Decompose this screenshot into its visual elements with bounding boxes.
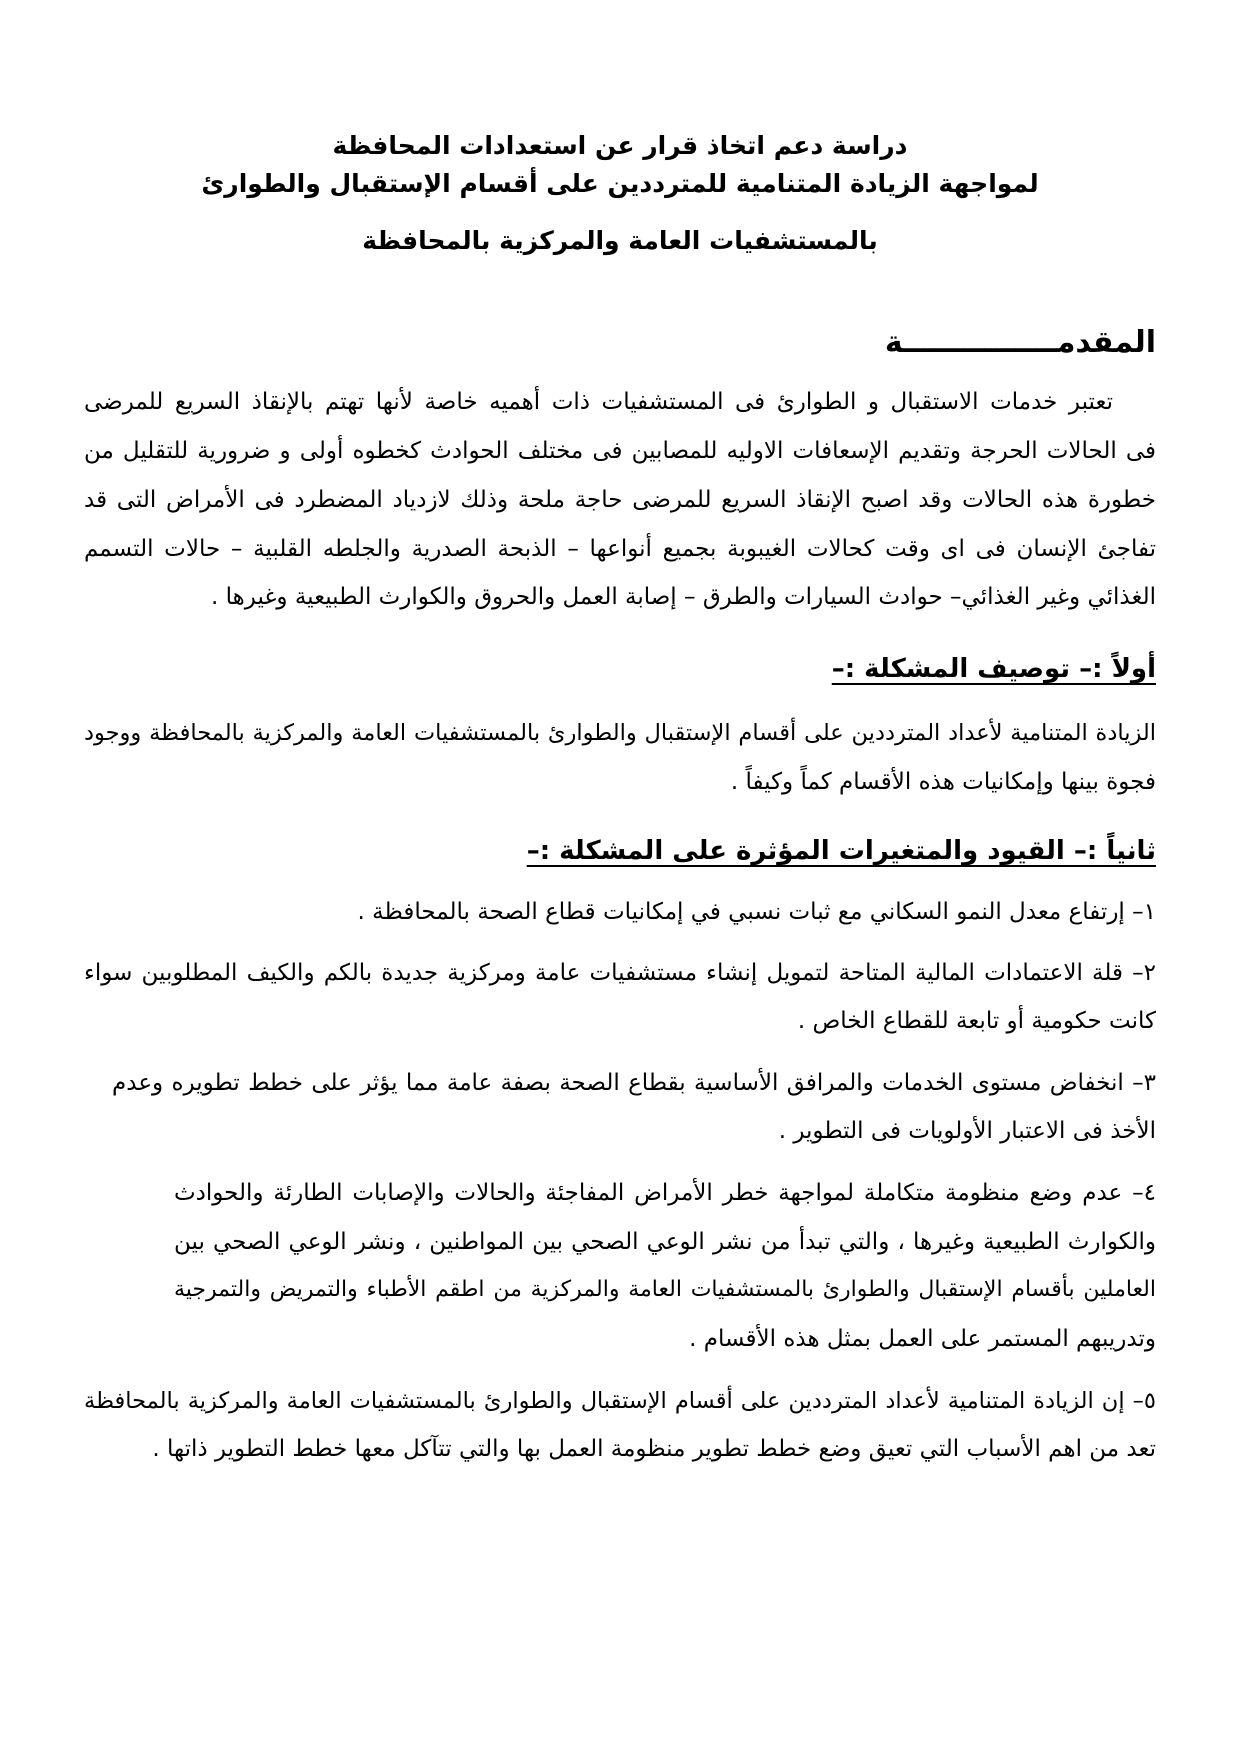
section-2-item-3: ٣– انخفاض مستوى الخدمات والمرافق الأساسية بقطاع الصحة بصفة عامة مما يؤثر على خطط تطويره وعدم xyxy=(112,1070,1156,1096)
intro-paragraph-line: تفاجئ الإنسان فى اى وقت كحالات الغيبوبة بجميع أنواعها – الذبحة الصدرية والجلطه القلبية – حالات التسمم xyxy=(84,536,1156,562)
section-2-item-1: ١– إرتفاع معدل النمو السكاني مع ثبات نسبي في إمكانيات قطاع الصحة بالمحافظة . xyxy=(357,899,1156,925)
section-2-item-3-cont: الأخذ فى الاعتبار الأولويات فى التطوير . xyxy=(778,1118,1156,1144)
section-1-heading: أولاً :– توصيف المشكلة :– xyxy=(831,654,1156,684)
section-2-item-4-cont: والكوارث الطبيعية وغيرها ، والتي تبدأ من نشر الوعي الصحي بين المواطنين ، ونشر الوعي الصحي بين xyxy=(174,1229,1156,1255)
intro-heading: المقدمـــــــــــــــة xyxy=(884,325,1156,360)
section-1-line: فجوة بينها وإمكانيات هذه الأقسام كماً وكيفاً . xyxy=(730,769,1156,795)
intro-paragraph-line: الغذائي وغير الغذائي– حوادث السيارات والطرق – إصابة العمل والحروق والكوارث الطبيعية وغيرها . xyxy=(211,584,1156,610)
section-2-item-4: ٤– عدم وضع منظومة متكاملة لمواجهة خطر الأمراض المفاجئة والحالات والإصابات الطارئة والحوادث xyxy=(174,1180,1156,1206)
section-2-item-5-cont: تعد من اهم الأسباب التي تعيق وضع خطط تطوير منظومة العمل بها والتي تتآكل معها خطط التطوير ذاتها . xyxy=(152,1436,1156,1462)
section-2-item-5: ٥– إن الزيادة المتنامية لأعداد المترددين على أقسام الإستقبال والطوارئ بالمستشفيات العامة والمركزية بالمحافظة xyxy=(84,1388,1156,1414)
title-line-1: دراسة دعم اتخاذ قرار عن استعدادات المحافظة xyxy=(332,131,908,160)
section-2-item-2-cont: كانت حكومية أو تابعة للقطاع الخاص . xyxy=(797,1008,1156,1034)
intro-paragraph-line: خطورة هذه الحالات وقد اصبح الإنقاذ السريع للمرضى حاجة ملحة وذلك لازدياد المضطرد فى الأمراض التى قد xyxy=(84,487,1156,513)
title-line-2: لمواجهة الزيادة المتنامية للمترددين على أقسام الإستقبال والطوارئ xyxy=(201,169,1039,198)
section-2-heading: ثانياً :– القيود والمتغيرات المؤثرة على المشكلة :– xyxy=(526,836,1156,866)
intro-paragraph-line: فى الحالات الحرجة وتقديم الإسعافات الاوليه للمصابين فى مختلف الحوادث كخطوه أولى و ضرورية للتقليل من xyxy=(84,438,1156,464)
title-line-3: بالمستشفيات العامة والمركزية بالمحافظة xyxy=(362,226,878,255)
section-1-line: الزيادة المتنامية لأعداد المترددين على أقسام الإستقبال والطوارئ بالمستشفيات العامة والمركزية بالمحافظة ووجود xyxy=(84,720,1156,746)
section-2-item-4-cont: وتدريبهم المستمر على العمل بمثل هذه الأقسام . xyxy=(689,1326,1156,1352)
intro-paragraph-line: تعتبر خدمات الاستقبال و الطوارئ فى المستشفيات ذات أهميه خاصة لأنها تهتم بالإنقاذ السريع للمرضى xyxy=(84,389,1113,415)
section-2-item-4-cont: العاملين بأقسام الإستقبال والطوارئ بالمستشفيات العامة والمركزية من اطقم الأطباء والتمريض والتمرجية xyxy=(174,1277,1156,1302)
section-2-item-2: ٢– قلة الاعتمادات المالية المتاحة لتمويل إنشاء مستشفيات عامة ومركزية جديدة بالكم والكيف المطلوبين سواء xyxy=(84,960,1156,986)
